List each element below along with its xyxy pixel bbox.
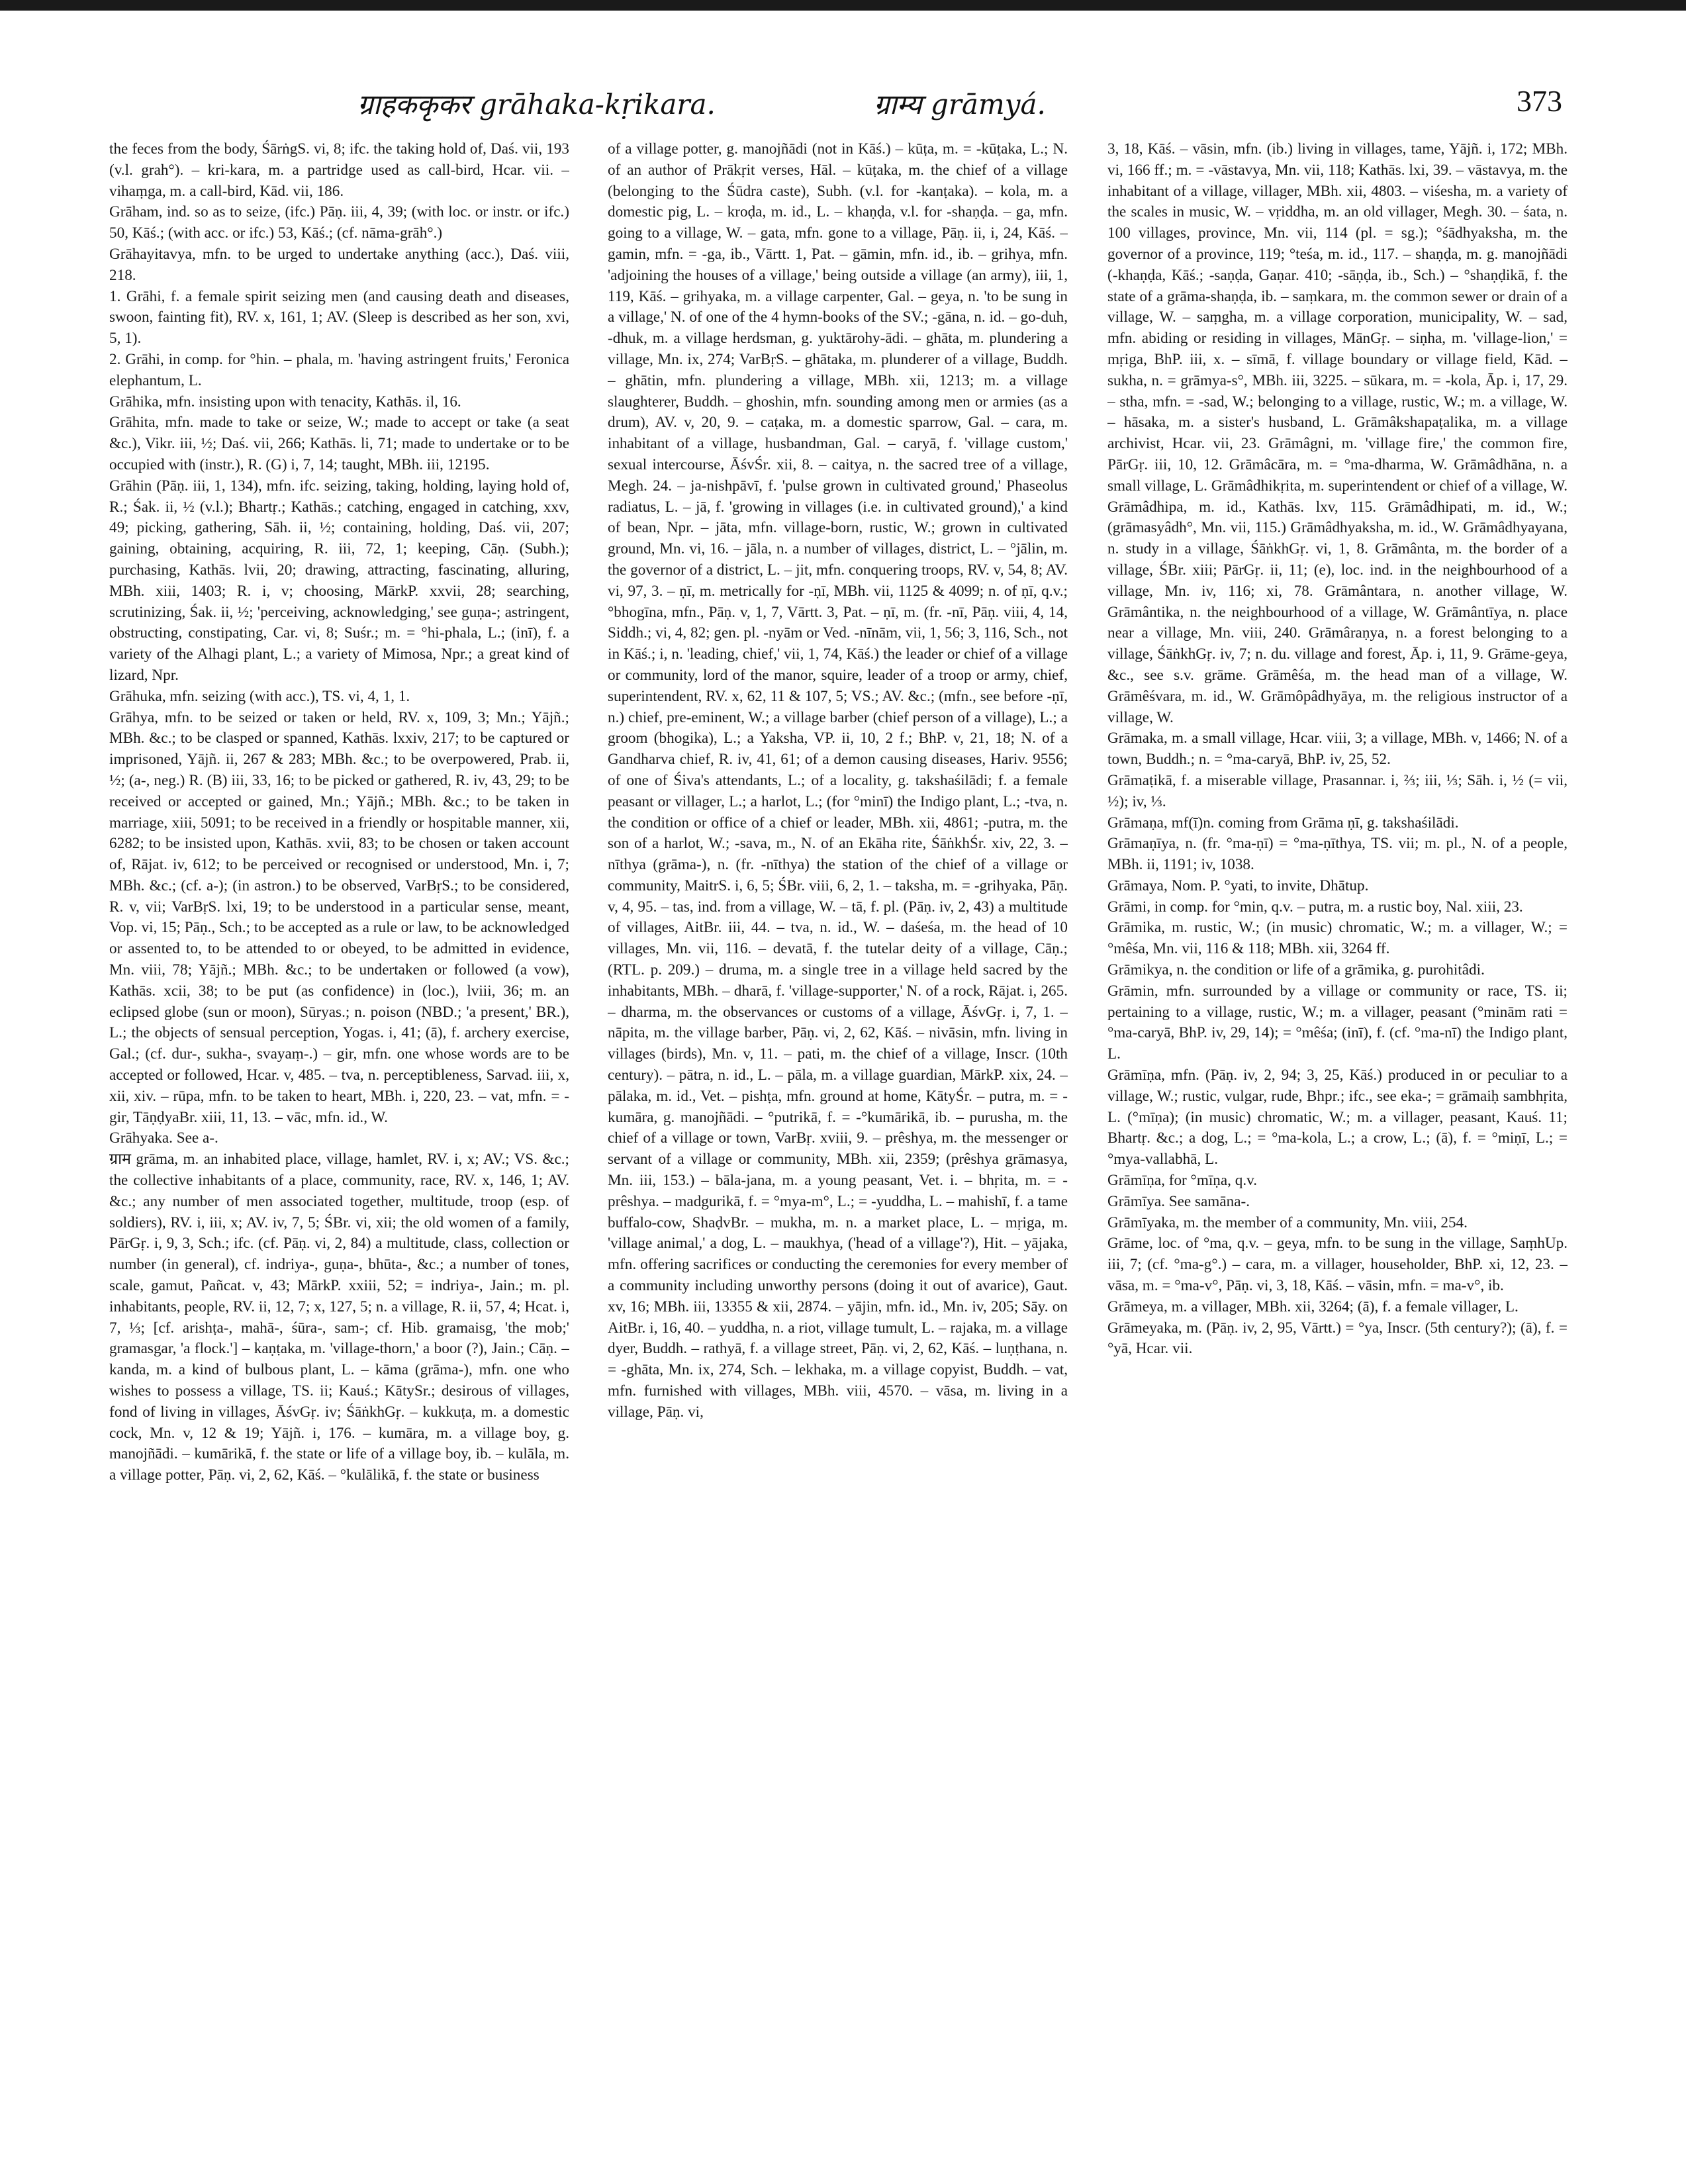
page-number: 373: [1517, 84, 1562, 118]
entry: Grāmaṭikā, f. a miserable village, Prasannar. i, ⅔; iii, ⅓; Sāh. i, ½ (= vii, ½); iv, ⅓.: [1107, 771, 1568, 810]
entry: of a village potter, g. manojñādi (not in Kāś.) – kūṭa, m. = -kūṭaka, L.; N. of an author of Prākṛit verses, Hāl. – kūṭaka, m. the chief of a village (belonging to the Śūdra caste), Subh. (v.l. for -kanṭaka). – kola, m. a domestic pig, L. – kroḍa, m. id., L. – khaṇḍa, v.l. for -shaṇḍa. – ga, mfn. going to a village, W. – gata, mfn. gone to a village, Pāṇ. ii, i, 24, Kāś. – gamin, mfn. = -ga, ib., Vārtt. 1, Pat. – gāmin, mfn. id., ib. – grihya, mfn. 'adjoining the houses of a village,' being outside a village (an army), iii, 1, 119, Kāś. – grihyaka, m. a village carpenter, Gal. – geya, n. 'to be sung in a village,' N. of one of the 4 hymn-books of the SV.; -gāna, n. id. – go-duh, -dhuk, m. a village herdsman, g. yuktārohy-ādi. – ghāta, m. plundering a village, Mn. ix, 274; VarBṛS. – ghātaka, m. plunderer of a village, Buddh. – ghātin, mfn. plundering a village, MBh. xii, 1213; m. a village slaughterer, Buddh. – ghoshin, mfn. sounding among men or armies (as a drum), AV. v, 20, 9. – caṭaka, m. a domestic sparrow, Gal. – cara, m. inhabitant of a village, husbandman, Gal. – caryā, f. 'village custom,' sexual intercourse, ĀśvŚr. xii, 8. – caitya, n. the sacred tree of a village, Megh. 24. – ja-nishpāvī, f. 'pulse grown in cultivated ground,' Phaseolus radiatus, L. – jā, f. 'growing in villages (i.e. in cultivated ground),' a kind of bean, Npr. – jāta, mfn. village-born, rustic, W.; grown in cultivated ground, Mn. vi, 16. – jāla, n. a number of villages, district, L. – °jālin, m. the governor of a district, L. – jit, mfn. conquering troops, RV. v, 54, 8; AV. vi, 97, 3. – ṇī, m. metrically for -ṇī, MBh. vii, 1125 & 4099; n. of ṇī, q.v.; °bhogīna, mfn., Pāṇ. v, 1, 7, Vārtt. 3, Pat. – ṇī, m. (fr. -nī, Pāṇ. viii, 4, 14, Siddh.; vi, 4, 82; gen. pl. -nyām or Ved. -nīnām, vii, 1, 56; 3, 116, Sch., not in Kāś.; i, n. 'leading, chief,' vii, 1, 74, Kāś.) the leader or chief of a village or community, lord of the manor, squire, leader of a troop or army, chief, superintendent, RV. x, 62, 11 & 107, 5; VS.; AV. &c.; (mfn., see before -ṇī, n.) chief, pre-eminent, W.; a village barber (chief person of a village), L.; a groom (bhogika), L.; a Yaksha, VP. ii, 10, 2 f.; BhP. v, 21, 18; N. of a Gandharva chief, R. iv, 41, 61; of a demon causing diseases, Hariv. 9556; of one of Śiva's attendants, L.; of a locality, g. takshaśilādi; f. a female peasant or villager, L.; a harlot, L.; (for °minī) the Indigo plant, L.; -tva, n. the condition or office of a chief or leader, MBh. xii, 4861; -putra, m. the son of a harlot, W.; -sava, m., N. of an Ekāha rite, ŚāṅkhŚr. xiv, 22, 3. – nīthya (grāma-), n. (fr. -nīthya) the station of the chief of a village or community, MaitrS. i, 6, 5; ŚBr. viii, 6, 2, 1. – taksha, m. = -grihyaka, Pāṇ. v, 4, 95. – tas, ind. from a village, W. – tā, f. pl. (Pāṇ. iv, 2, 43) a multitude of villages, AitBr. iii, 44. – tva, n. id., W. – daśeśa, m. the head of 10 villages, Mn. vii, 116. – devatā, f. the tutelar deity of a village, Cāṇ.; (RTL. p. 209.) – druma, m. a single tree in a village held sacred by the inhabitants, MBh. – dharā, f. 'village-supporter,' N. of a rock, Rājat. i, 265. – dharma, m. the observances or customs of a village, ĀśvGṛ. i, 7, 1. – nāpita, m. the village barber, Pāṇ. vi, 2, 62, Kāś. – nivāsin, mfn. living in villages (birds), Mn. v, 11. – pati, m. the chief of a village, Inscr. (10th century). – pātra, n. id., L. – pāla, m. a village guardian, MārkP. xix, 24. – pālaka, m. id., Vet. – pishṭa, mfn. ground at home, KātyŚr. – putra, m. = -kumāra, g. manojñādi. – °putrikā, f. = -°kumārikā, ib. – purusha, m. the chief of a village or town, VarBṛ. xviii, 9. – prêshya, m. the messenger or servant of a village or community, MBh. xii, 2359; (prêshya grāmasya, Mn. iii, 153.) – bāla-jana, m. a young peasant, Vet. i. – bhṛita, m. = -prêshya. – madgurikā, f. = °mya-m°, L.; = -yuddha, L. – mahishī, f. a tame buffalo-cow, ShaḍvBr. – mukha, m. n. a market place, L. – mṛiga, m. 'village animal,' a dog, L. – maukhya, ('head of a village'?), Hit. – yājaka, mfn. offering sacrifices or conducting the ceremonies for every member of a community including unworthy persons (doing it out of avarice), Gaut. xv, 16; MBh. iii, 13355 & xii, 2874. – yājin, mfn. id., Mn. iv, 205; Sāy. on AitBr. i, 16, 40. – yuddha, n. a riot, village tumult, L. – rajaka, m. a village dyer, Buddh. – rathyā, f. a village street, Pāṇ. vi, 2, 62, Kāś. – luṇṭhana, n. = -ghāta, Mn. ix, 274, Sch. – lekhaka, m. a village copyist, Buddh. – vat, mfn. furnished with villages, MBh. viii, 4570. – vāsa, m. living in a village, Pāṇ. vi,: [608, 140, 1068, 1421]
entry: Grāmin, mfn. surrounded by a village or community or race, TS. ii; pertaining to a village, rustic, W.; m. a villager, peasant (°minām rati = °ma-caryā, BhP. iv, 29, 14); = °mêśa; (inī), f. (cf. °ma-nī) the Indigo plant, L.: [1107, 982, 1568, 1063]
column-2: [608, 139, 1068, 2158]
page-header: [126, 79, 1562, 139]
entry: Grāmi, in comp. for °min, q.v. – putra, m. a rustic boy, Nal. xiii, 23.: [1107, 898, 1523, 916]
entry: Grāhayitavya, mfn. to be urged to undertake anything (acc.), Daś. viii, 218.: [109, 245, 569, 284]
entry: Grāmikya, n. the condition or life of a grāmika, g. purohitâdi.: [1107, 961, 1485, 979]
entry: ग्राम grāma, m. an inhabited place, village, hamlet, RV. i, x; AV.; VS. &c.; the collective inhabitants of a place, community, race, RV. x, 146, 1; AV. &c.; any number of men associated together, multitude, troop (esp. of soldiers), RV. i, iii, x; AV. iv, 7, 5; ŚBr. vi, xii; the old women of a family, PārGṛ. i, 9, 3, Sch.; ifc. (cf. Pāṇ. vi, 2, 84) a multitude, class, collection or number (in general), cf. indriya-, guṇa-, bhūta-, &c.; a number of tones, scale, gamut, Pañcat. v, 43; MārkP. xxiii, 52; = indriya-, Jain.; m. pl. inhabitants, people, RV. ii, 12, 7; x, 127, 5; n. a village, R. ii, 57, 4; Hcat. i, 7, ⅓; [cf. arishṭa-, mahā-, śūra-, sam-; cf. Hib. gramaisg, 'the mob;' gramasgar, 'a flock.'] – kaṇṭaka, m. 'village-thorn,' a boor (?), Jain.; Cāṇ. – kanda, m. a kind of bulbous plant, L. – kāma (grāma-), mfn. one who wishes to possess a village, TS. ii; Kauś.; KātySr.; desirous of villages, fond of living in villages, ĀśvGṛ. iv; ŚāṅkhGṛ. – kukkuṭa, m. a domestic cock, Mn. v, 12 & 19; Yājñ. i, 176. – kumāra, m. a village boy, g. manojñādi. – kumārikā, f. the state or life of a village boy, ib. – kulāla, m. a village potter, Pāṇ. vi, 2, 62, Kāś. – °kulālikā, f. the state or business: [109, 1151, 569, 1484]
entry: Grāhika, mfn. insisting upon with tenacity, Kathās. il, 16.: [109, 393, 461, 410]
column-3: [1107, 139, 1568, 2158]
entry: Grāmīya. See samāna-.: [1107, 1192, 1250, 1210]
entry: Grāhya, mfn. to be seized or taken or held, RV. x, 109, 3; Mn.; Yājñ.; MBh. &c.; to be clasped or spanned, Kathās. lxxiv, 217; to be captured or imprisoned, Yājñ. ii, 267 & 283; MBh. &c.; to be overpowered, Prab. ii, ½; (a-, neg.) R. (B) iii, 33, 16; to be picked or gathered, R. iv, 43, 29; to be received or accepted or gained, Mn.; Yājñ.; MBh. &c.; to be taken in marriage, xiii, 5091; to be received in a friendly or hospitable manner, xii, 6282; to be insisted upon, Kathās. xvii, 83; to be chosen or taken account of, Rājat. iv, 612; to be perceived or recognised or understood, Mn. i, 7; MBh. &c.; (cf. a-); (in astron.) to be observed, VarBṛS.; to be considered, R. v, vii; VarBṛS. lxi, 19; to be understood in a particular sense, meant, Vop. vi, 15; Pāṇ., Sch.; to be accepted as a rule or law, to be acknowledged or assented to, to be attended to or obeyed, to be admitted in evidence, Mn. viii, 78; Yājñ.; MBh. &c.; to be undertaken or followed (a vow), Kathās. xcii, 38; to be put (as confidence) in (loc.), lviii, 36; m. an eclipsed globe (sun or moon), Sūryas.; n. poison (NBD.; 'a present,' BR.), L.; the objects of sensual perception, Yogas. i, 41; (ā), f. archery exercise, Gal.; (cf. dur-, sukha-, svayaṃ-.) – gir, mfn. one whose words are to be accepted or followed, Hcar. v, 485. – tva, n. perceptibleness, Sarvad. iii, x, xii, xiv. – rūpa, mfn. to be taken to heart, MBh. i, 220, 23. – vat, mfn. = -gir, TāṇḍyaBr. xiii, 11, 13. – vāc, mfn. id., W.: [109, 708, 569, 1126]
entry: 2. Grāhi, in comp. for °hin. – phala, m. 'having astringent fruits,' Feronica elephantum, L.: [109, 350, 569, 389]
entry: 1. Grāhi, f. a female spirit seizing men (and causing death and diseases, swoon, fainting fit), RV. x, 161, 1; AV. (Sleep is described as her son, xvi, 5, 1).: [109, 287, 569, 348]
header-left-headword: ग्राहककृकर grāhaka-kṛikara.: [357, 88, 716, 120]
entry: Grāmaṇa, mf(ī)n. coming from Grāma ṇī, g. takshaśilādi.: [1107, 814, 1459, 831]
entry: the feces from the body, ŚārṅgS. vi, 8; ifc. the taking hold of, Daś. vii, 193 (v.l. grah°). – kri-kara, m. a partridge used as call-bird, Hcar. vii. – vihaṃga, m. a call-bird, Kād. vii, 186.: [109, 140, 569, 200]
entry: Grāmika, m. rustic, W.; (in music) chromatic, W.; m. a villager, W.; = °mêśa, Mn. vii, 116 & 118; MBh. xii, 3264 ff.: [1107, 919, 1568, 958]
entry: Grāmeyaka, m. (Pāṇ. iv, 2, 95, Vārtt.) = °ya, Inscr. (5th century?); (ā), f. = °yā, Hcar. vii.: [1107, 1319, 1568, 1358]
entry: Grāmīṇa, mfn. (Pāṇ. iv, 2, 94; 3, 25, Kāś.) produced in or peculiar to a village, W.; rustic, vulgar, rude, Bhpr.; ifc., see eka-; = grāmaiḥ sambhṛita, L. (°mīṇa); (in music) chromatic, W.; m. a villager, peasant, Kauś. 11; Bhartṛ. &c.; a dog, L.; = °ma-kola, L.; a crow, L.; (ā), f. = °miṇī, L.; = °mya-vallabhā, L.: [1107, 1067, 1568, 1168]
entry: Grāmaya, Nom. P. °yati, to invite, Dhātup.: [1107, 877, 1369, 894]
entry: Grāhyaka. See a-.: [109, 1129, 218, 1147]
entry: Grāmīyaka, m. the member of a community, Mn. viii, 254.: [1107, 1213, 1468, 1231]
dictionary-columns: [109, 139, 1572, 2158]
entry: Grāmaṇīya, n. (fr. °ma-ṇī) = °ma-ṇīthya, TS. vii; m. pl., N. of a people, MBh. ii, 1191; iv, 1038.: [1107, 835, 1568, 874]
column-1: [109, 139, 569, 2158]
entry: Grāmīṇa, for °mīṇa, q.v.: [1107, 1172, 1258, 1190]
entry: Grāhita, mfn. made to take or seize, W.; made to accept or take (a seat &c.), Vikr. iii, ½; Daś. vii, 266; Kathās. li, 71; made to undertake or to be occupied with (instr.), R. (G) i, 7, 14; taught, MBh. iii, 12195.: [109, 414, 569, 473]
entry: Grāhuka, mfn. seizing (with acc.), TS. vi, 4, 1, 1.: [109, 687, 410, 705]
header-right-headword: ग्राम्य grāmyá.: [874, 88, 1046, 120]
entry: Grāmeya, m. a villager, MBh. xii, 3264; (ā), f. a female villager, L.: [1107, 1298, 1519, 1315]
scan-top-border: [0, 0, 1686, 11]
entry: 3, 18, Kāś. – vāsin, mfn. (ib.) living in villages, tame, Yājñ. i, 172; MBh. vi, 166 ff.; m. = -vāstavya, Mn. vii, 118; Kathās. lxi, 39. – vāstavya, m. the inhabitant of a village, villager, MBh. xii, 4803. – viśesha, m. a variety of the scales in music, W. – vṛiddha, m. an old villager, Megh. 30. – śata, n. 100 villages, province, Mn. vii, 114 (pl. = sg.); °śādhyaksha, m. the governor of a province, 119; °teśa, m. id., 117. – shaṇḍa, m. g. manojñādi (-khaṇḍa, Kāś.; -saṇḍa, Gaṇar. 410; -sāṇḍa, ib., Sch.) – °shaṇḍikā, f. the state of a grāma-shaṇḍa, ib. – saṃkara, m. the common sewer or drain of a village, W. – saṃgha, m. a village corporation, municipality, W. – sad, mfn. abiding or residing in villages, MānGṛ. – siṇha, m. 'village-lion,' = mṛiga, BhP. iii, x. – sīmā, f. village boundary or village field, Kād. – sukha, n. = grāmya-s°, MBh. iii, 3225. – sūkara, m. = -kola, Āp. i, 17, 29. – stha, mfn. = -sad, W.; belonging to a village, rustic, W.; m. a village, W. – hāsaka, m. a sister's husband, L. Grāmâkshapaṭalika, m. a village archivist, Hcar. vii, 23. Grāmâgni, m. 'village fire,' the common fire, PārGṛ. iii, 10, 12. Grāmâcāra, m. = °ma-dharma, W. Grāmâdhāna, n. a small village, L. Grāmâdhikṛita, m. superintendent or chief of a village, W. Grāmâdhipa, m. id., Kathās. lxv, 115. Grāmâdhipati, m. id., W.; (grāmasyâdh°, Mn. vii, 115.) Grāmâdhyaksha, m. id., W. Grāmâdhyayana, n. study in a village, ŚāṅkhGṛ. vi, 1, 8. Grāmânta, m. the border of a village, ŚBr. xiii; PārGṛ. ii, 11; (e), loc. ind. in the neighbourhood of a village, Mn. iv, 116; xi, 78. Grāmântara, n. another village, W. Grāmântika, n. the neighbourhood of a village, W. Grāmântīya, n. place near a village, Mn. viii, 240. Grāmâraṇya, n. a forest belonging to a village, ŚāṅkhGṛ. iv, 7; n. du. village and forest, Āp. i, 11, 9. Grāme-geya, &c., see s.v. grāme. Grāmêśa, m. the head man of a village, W. Grāmêśvara, m. id., W. Grāmôpâdhyāya, m. the religious instructor of a village, W.: [1107, 140, 1568, 726]
entry: Grāmaka, m. a small village, Hcar. viii, 3; a village, MBh. v, 1466; N. of a town, Buddh.; n. = °ma-caryā, BhP. iv, 25, 52.: [1107, 730, 1568, 769]
entry: Grāhin (Pāṇ. iii, 1, 134), mfn. ifc. seizing, taking, holding, laying hold of, R.; Śak. ii, ½ (v.l.); Bhartṛ.; Kathās.; catching, engaged in catching, xxv, 49; picking, gathering, Sāh. ii, ½; containing, holding, Daś. vii, 207; gaining, obtaining, acquiring, R. iii, 72, 1; keeping, Cāṇ. (Subh.); purchasing, Kathās. lvii, 20; drawing, attracting, fascinating, alluring, MBh. xiii, 1403; R. i, v; choosing, MārkP. xxvii, 28; searching, scrutinizing, Śak. ii, ½; 'perceiving, acknowledging,' see guṇa-; astringent, obstructing, constipating, Car. vi, 8; Suśr.; m. = °hi-phala, L.; (inī), f. a variety of the Alhagi plant, L.; a variety of Mimosa, Npr.; a great kind of lizard, Npr.: [109, 477, 569, 684]
entry: Grāme, loc. of °ma, q.v. – geya, mfn. to be sung in the village, SaṃhUp. iii, 7; (cf. °ma-g°.) – cara, m. a villager, householder, BhP. xi, 12, 23. – vāsa, m. = °ma-v°, Pāṇ. vi, 3, 18, Kāś. – vāsin, mfn. = ma-v°, ib.: [1107, 1235, 1568, 1295]
entry: Grāham, ind. so as to seize, (ifc.) Pāṇ. iii, 4, 39; (with loc. or instr. or ifc.) 50, Kāś.; (with acc. or ifc.) 53, Kāś.; (cf. nāma-grāh°.): [109, 203, 569, 242]
